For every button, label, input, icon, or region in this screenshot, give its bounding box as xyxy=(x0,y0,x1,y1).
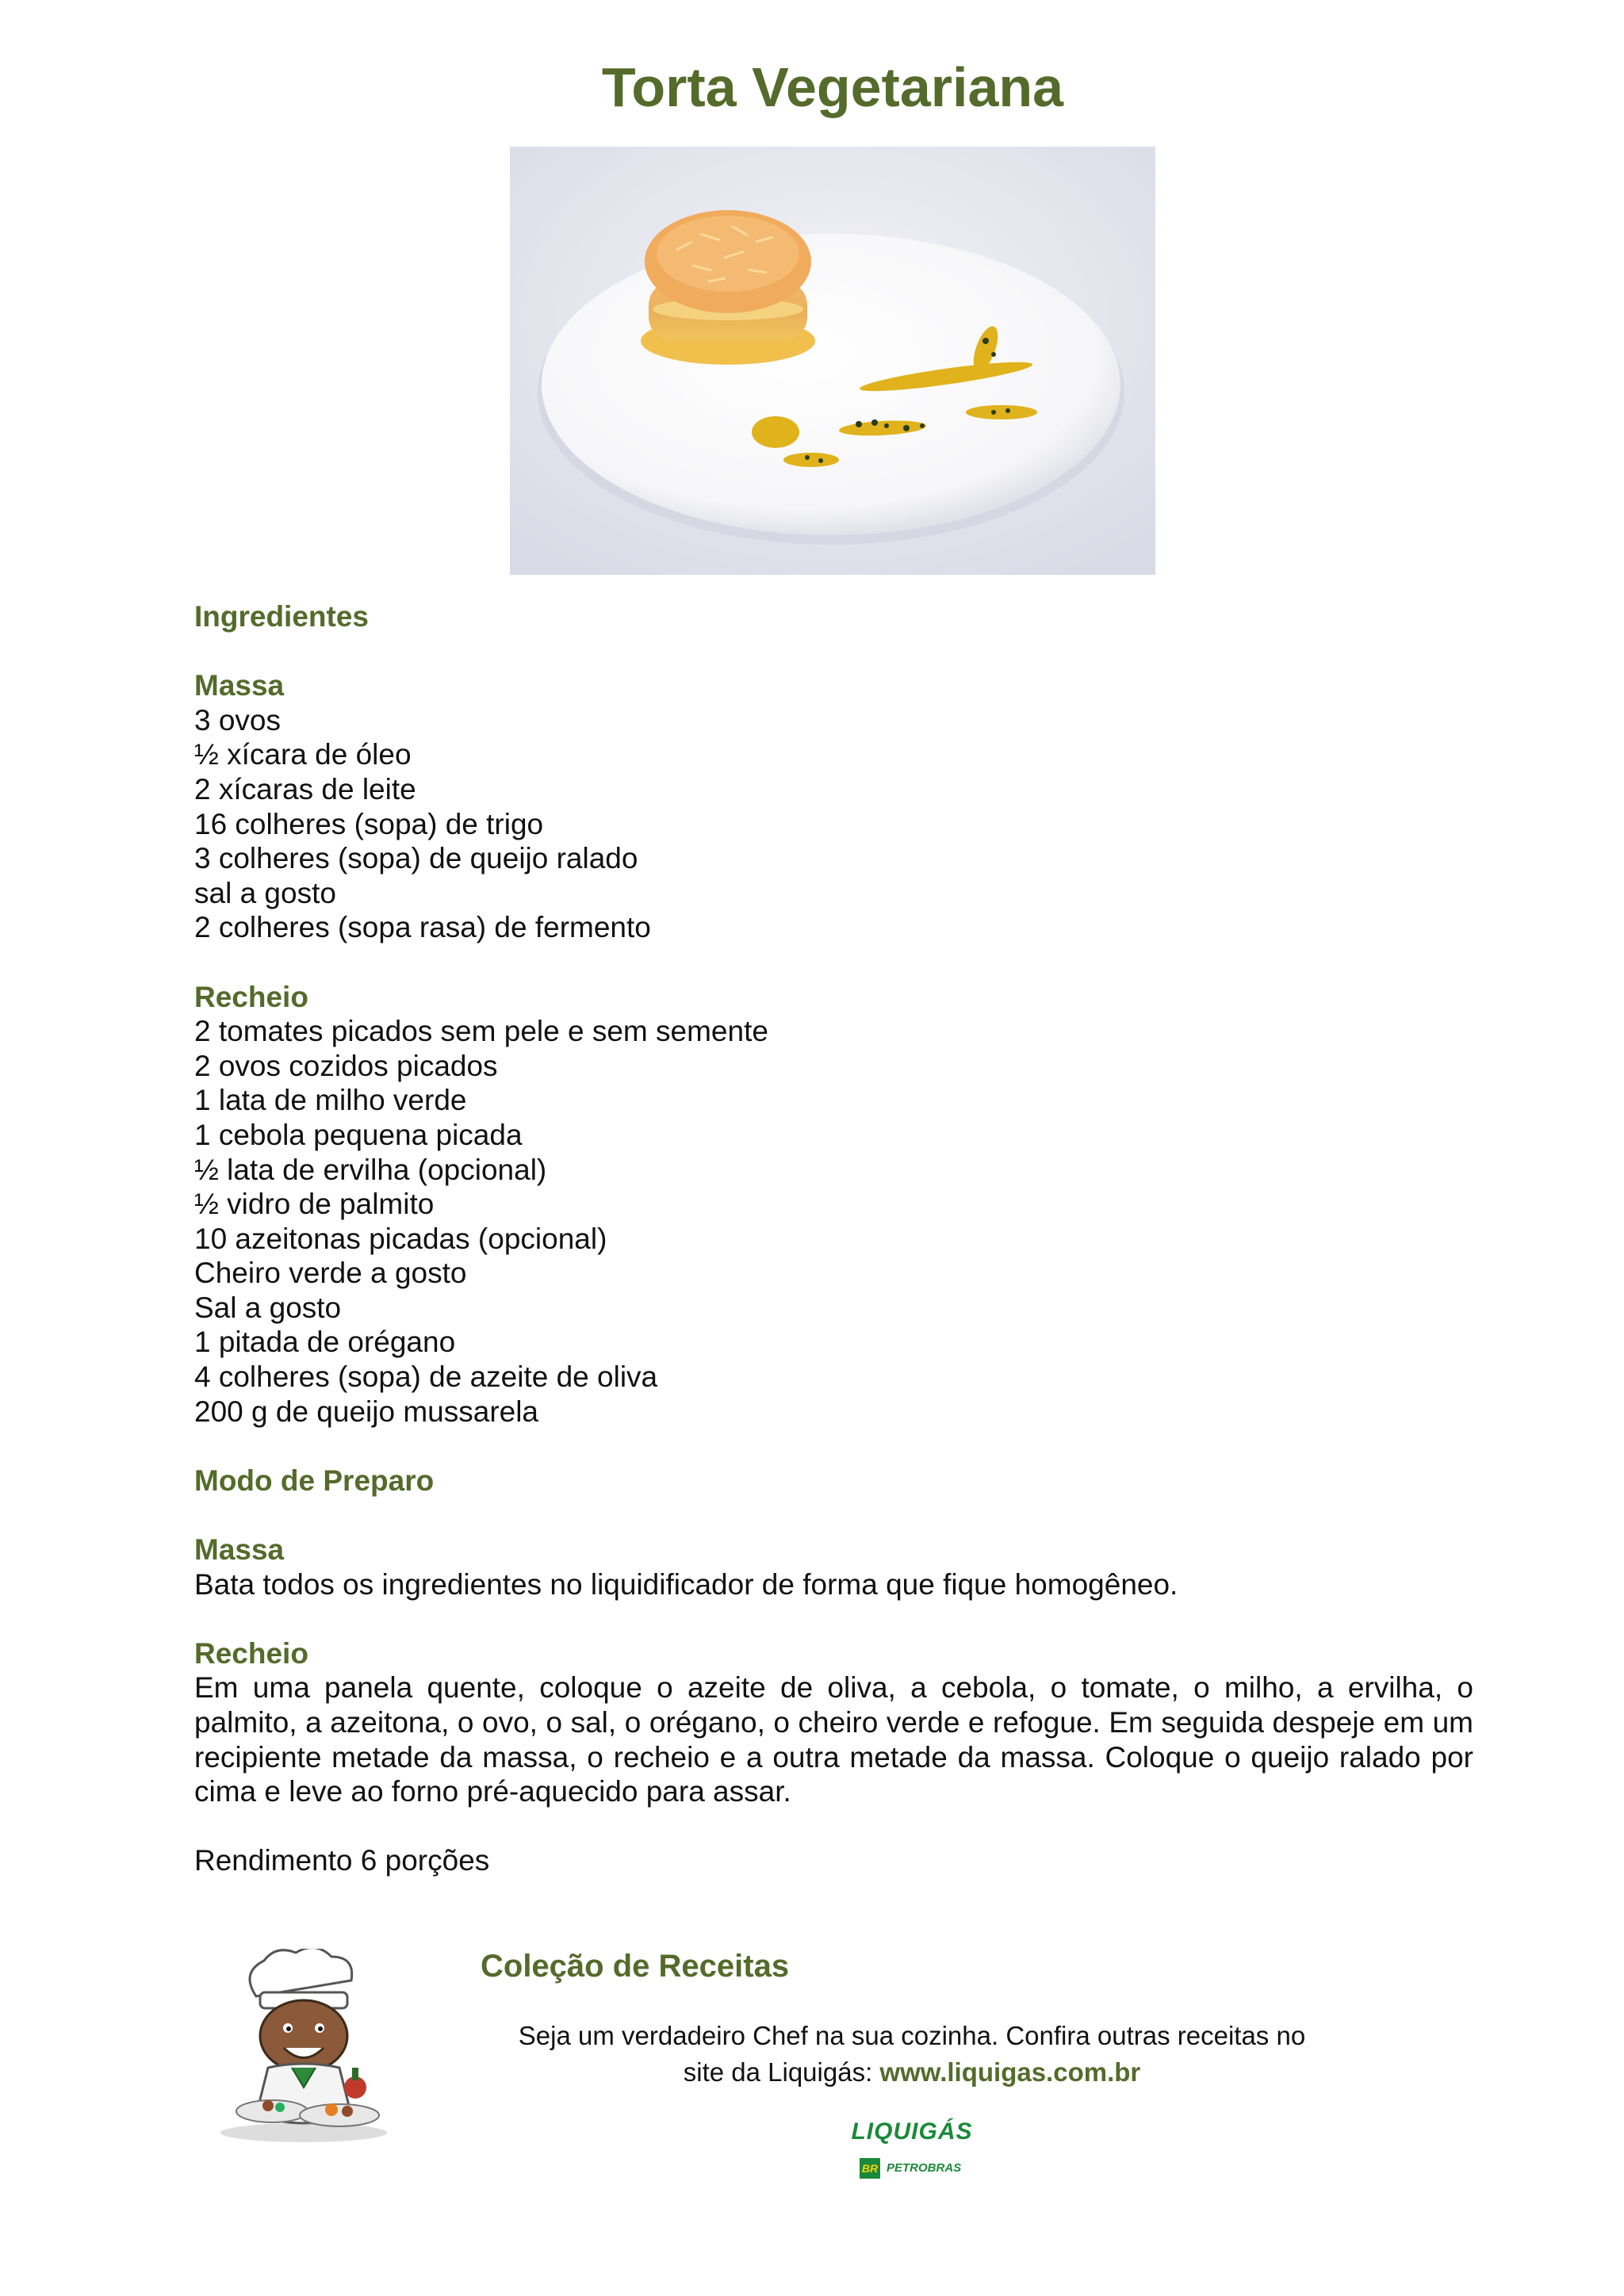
recheio-item: 200 g de queijo mussarela xyxy=(194,1395,539,1428)
recheio-item: ½ lata de ervilha (opcional) xyxy=(194,1153,547,1186)
logo-brand: LIQUIGÁS xyxy=(851,2118,973,2145)
chef-illustration xyxy=(213,1949,395,2147)
liquigas-logo xyxy=(841,2118,991,2190)
footer-text-line2-prefix: site da Liquigás: xyxy=(683,2057,880,2087)
recheio-item: 2 ovos cozidos picados xyxy=(194,1049,498,1082)
preparo-heading: Modo de Preparo xyxy=(194,1464,435,1497)
massa-heading: Massa xyxy=(194,669,285,702)
massa-item: 2 colheres (sopa rasa) de fermento xyxy=(194,911,651,944)
chef-hat xyxy=(250,1949,352,1996)
plate xyxy=(542,234,1120,535)
massa-item: 16 colheres (sopa) de trigo xyxy=(194,807,544,840)
recheio-heading: Recheio xyxy=(194,980,308,1013)
recheio-item: 1 cebola pequena picada xyxy=(194,1118,523,1151)
page-title: Torta Vegetariana xyxy=(601,56,1064,118)
logo-petrobras xyxy=(860,2158,986,2182)
logo-sub: PETROBRAS xyxy=(887,2160,962,2175)
recipe-photo xyxy=(510,147,1155,575)
chef-face xyxy=(260,2000,347,2072)
recheio-item: 2 tomates picados sem pele e sem semente xyxy=(194,1015,768,1048)
recheio-item: ½ vidro de palmito xyxy=(194,1188,435,1221)
massa-item: 3 colheres (sopa) de queijo ralado xyxy=(194,842,638,875)
massa-item: sal a gosto xyxy=(194,876,336,909)
preparo-recheio-heading: Recheio xyxy=(194,1636,308,1670)
recheio-item: 10 azeitonas picadas (opcional) xyxy=(194,1222,607,1255)
ingredients-heading: Ingredientes xyxy=(194,600,369,633)
preparo-recheio-text: Em uma panela quente, coloque o azeite de oliva, a cebola, o tomate, o milho, a ervilha, o palmito, a azeitona, o ovo, o sal, o orégano, o cheiro verde e refogue. Em seguida despeje em um recipiente metade da massa, o recheio e a outra metade da massa. Coloque o queijo ralado por cima e leve ao forno pré-aquecido para assar. xyxy=(194,1671,1473,1808)
massa-item: ½ xícara de óleo xyxy=(194,738,412,771)
recheio-item: 1 lata de milho verde xyxy=(194,1084,467,1117)
footer-link[interactable]: www.liquigas.com.br xyxy=(879,2057,1141,2087)
rendimento: Rendimento 6 porções xyxy=(194,1844,490,1877)
massa-item: 3 ovos xyxy=(194,703,282,737)
preparo-massa-heading: Massa xyxy=(194,1533,285,1567)
recipe-content xyxy=(194,599,1473,1878)
recheio-item: Cheiro verde a gosto xyxy=(194,1257,467,1290)
footer-heading: Coleção de Receitas xyxy=(481,1949,790,1984)
massa-item: 2 xícaras de leite xyxy=(194,772,416,806)
br-mark: BR xyxy=(860,2158,880,2179)
recheio-item: 1 pitada de orégano xyxy=(194,1326,456,1359)
recheio-item: Sal a gosto xyxy=(194,1291,342,1324)
recheio-item: 4 colheres (sopa) de azeite de oliva xyxy=(194,1360,658,1394)
footer-text xyxy=(476,2018,1348,2091)
preparo-massa-text: Bata todos os ingredientes no liquidificador de forma que fique homogêneo. xyxy=(194,1567,1178,1601)
footer-text-line1: Seja um verdadeiro Chef na sua cozinha. Confira outras receitas no xyxy=(518,2021,1306,2050)
